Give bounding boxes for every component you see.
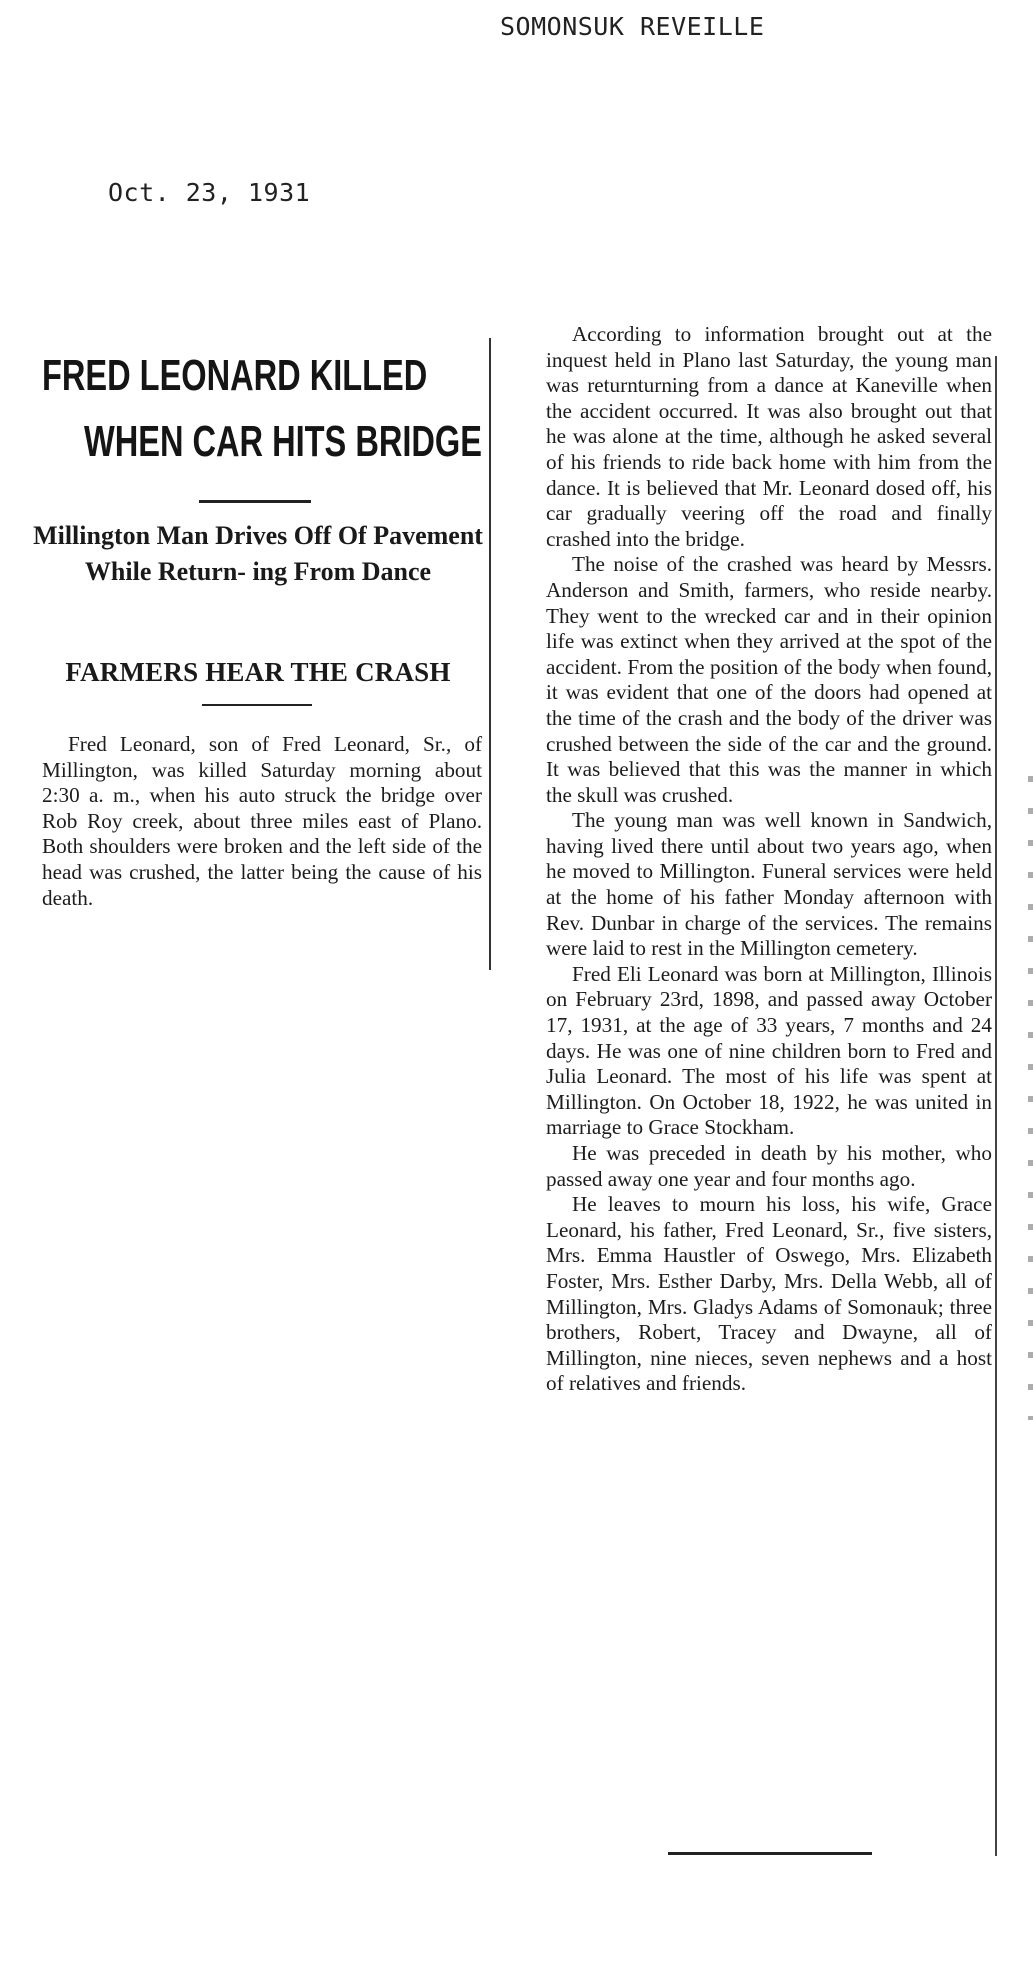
article-end-rule	[668, 1852, 872, 1855]
paragraph: He leaves to mourn his loss, his wife, Grace Leonard, his father, Fred Leonard, Sr., five sisters, Mrs. Emma Haustler of Oswego, Mrs. Elizabeth Foster, Mrs. Esther Darby, Mrs. Della Webb, all of Millington, Mrs. Gladys Adams of Somonauk; three brothers, Robert, Tracey and Dwayne, all of Millington, nine nieces, seven nephews and a host of relatives and friends.	[546, 1192, 992, 1396]
adjacent-column-fragment	[1028, 760, 1033, 1420]
paragraph: Fred Eli Leonard was born at Millington, Illinois on February 23rd, 1898, and passed away October 17, 1931, at the age of 33 years, 7 months and 24 days. He was one of nine children born to Fred and Julia Leonard. The most of his life was spent at Millington. On October 18, 1922, he was united in marriage to Grace Stockham.	[546, 961, 992, 1140]
headline-divider	[199, 500, 311, 503]
section-subhead: FARMERS HEAR THE CRASH	[65, 657, 451, 687]
paragraph: He was preceded in death by his mother, who passed away one year and four months ago.	[546, 1141, 992, 1191]
paragraph: The noise of the crashed was heard by Messrs. Anderson and Smith, farmers, who reside nearby. They went to the wrecked car and in their opinion life was extinct when they arrived at the spot of the accident. From the position of the body when found, it was evident that one of the doors had opened at the time of the crash and the body of the driver was crushed between the side of the car and the ground. It was believed that this was the manner in which the skull was crushed.	[546, 552, 992, 807]
article-right-column	[546, 322, 992, 1397]
article-left-column	[32, 332, 490, 972]
paragraph: According to information brought out at the inquest held in Plano last Saturday, the young man was returnturning from a dance at Kaneville when the accident occurred. It was also brought out that he was alone at the time, although he asked several of his friends to ride back home with him from the dance. It is believed that Mr. Leonard dosed off, his car gradually veering off the road and finally crashed into the bridge.	[546, 322, 992, 551]
headline-line-1: FRED LEONARD KILLED	[42, 351, 428, 400]
deck-subhead: Millington Man Drives Off Of Pavement While Return- ing From Dance	[33, 521, 483, 586]
column-rule	[995, 356, 997, 1856]
paragraph: Fred Leonard, son of Fred Leonard, Sr., of Millington, was killed Saturday morning about 2:30 a. m., when his auto struck the bridge over Rob Roy creek, about three miles east of Plano. Both shoulders were broken and the left side of the head was crushed, the latter being the cause of his death.	[42, 732, 482, 910]
subhead-divider	[202, 704, 312, 706]
headline-line-2: WHEN CAR HITS BRIDGE	[84, 417, 482, 466]
clipping-source-header: SOMONSUK REVEILLE	[500, 12, 765, 41]
paragraph: The young man was well known in Sandwich, having lived there until about two years ago, when he moved to Millington. Funeral services were held at the home of his father Monday afternoon with Rev. Dunbar in charge of the services. The remains were laid to rest in the Millington cemetery.	[546, 808, 992, 961]
column-rule	[489, 338, 491, 970]
clipping-date: Oct. 23, 1931	[108, 178, 311, 207]
left-body-text	[42, 732, 482, 911]
